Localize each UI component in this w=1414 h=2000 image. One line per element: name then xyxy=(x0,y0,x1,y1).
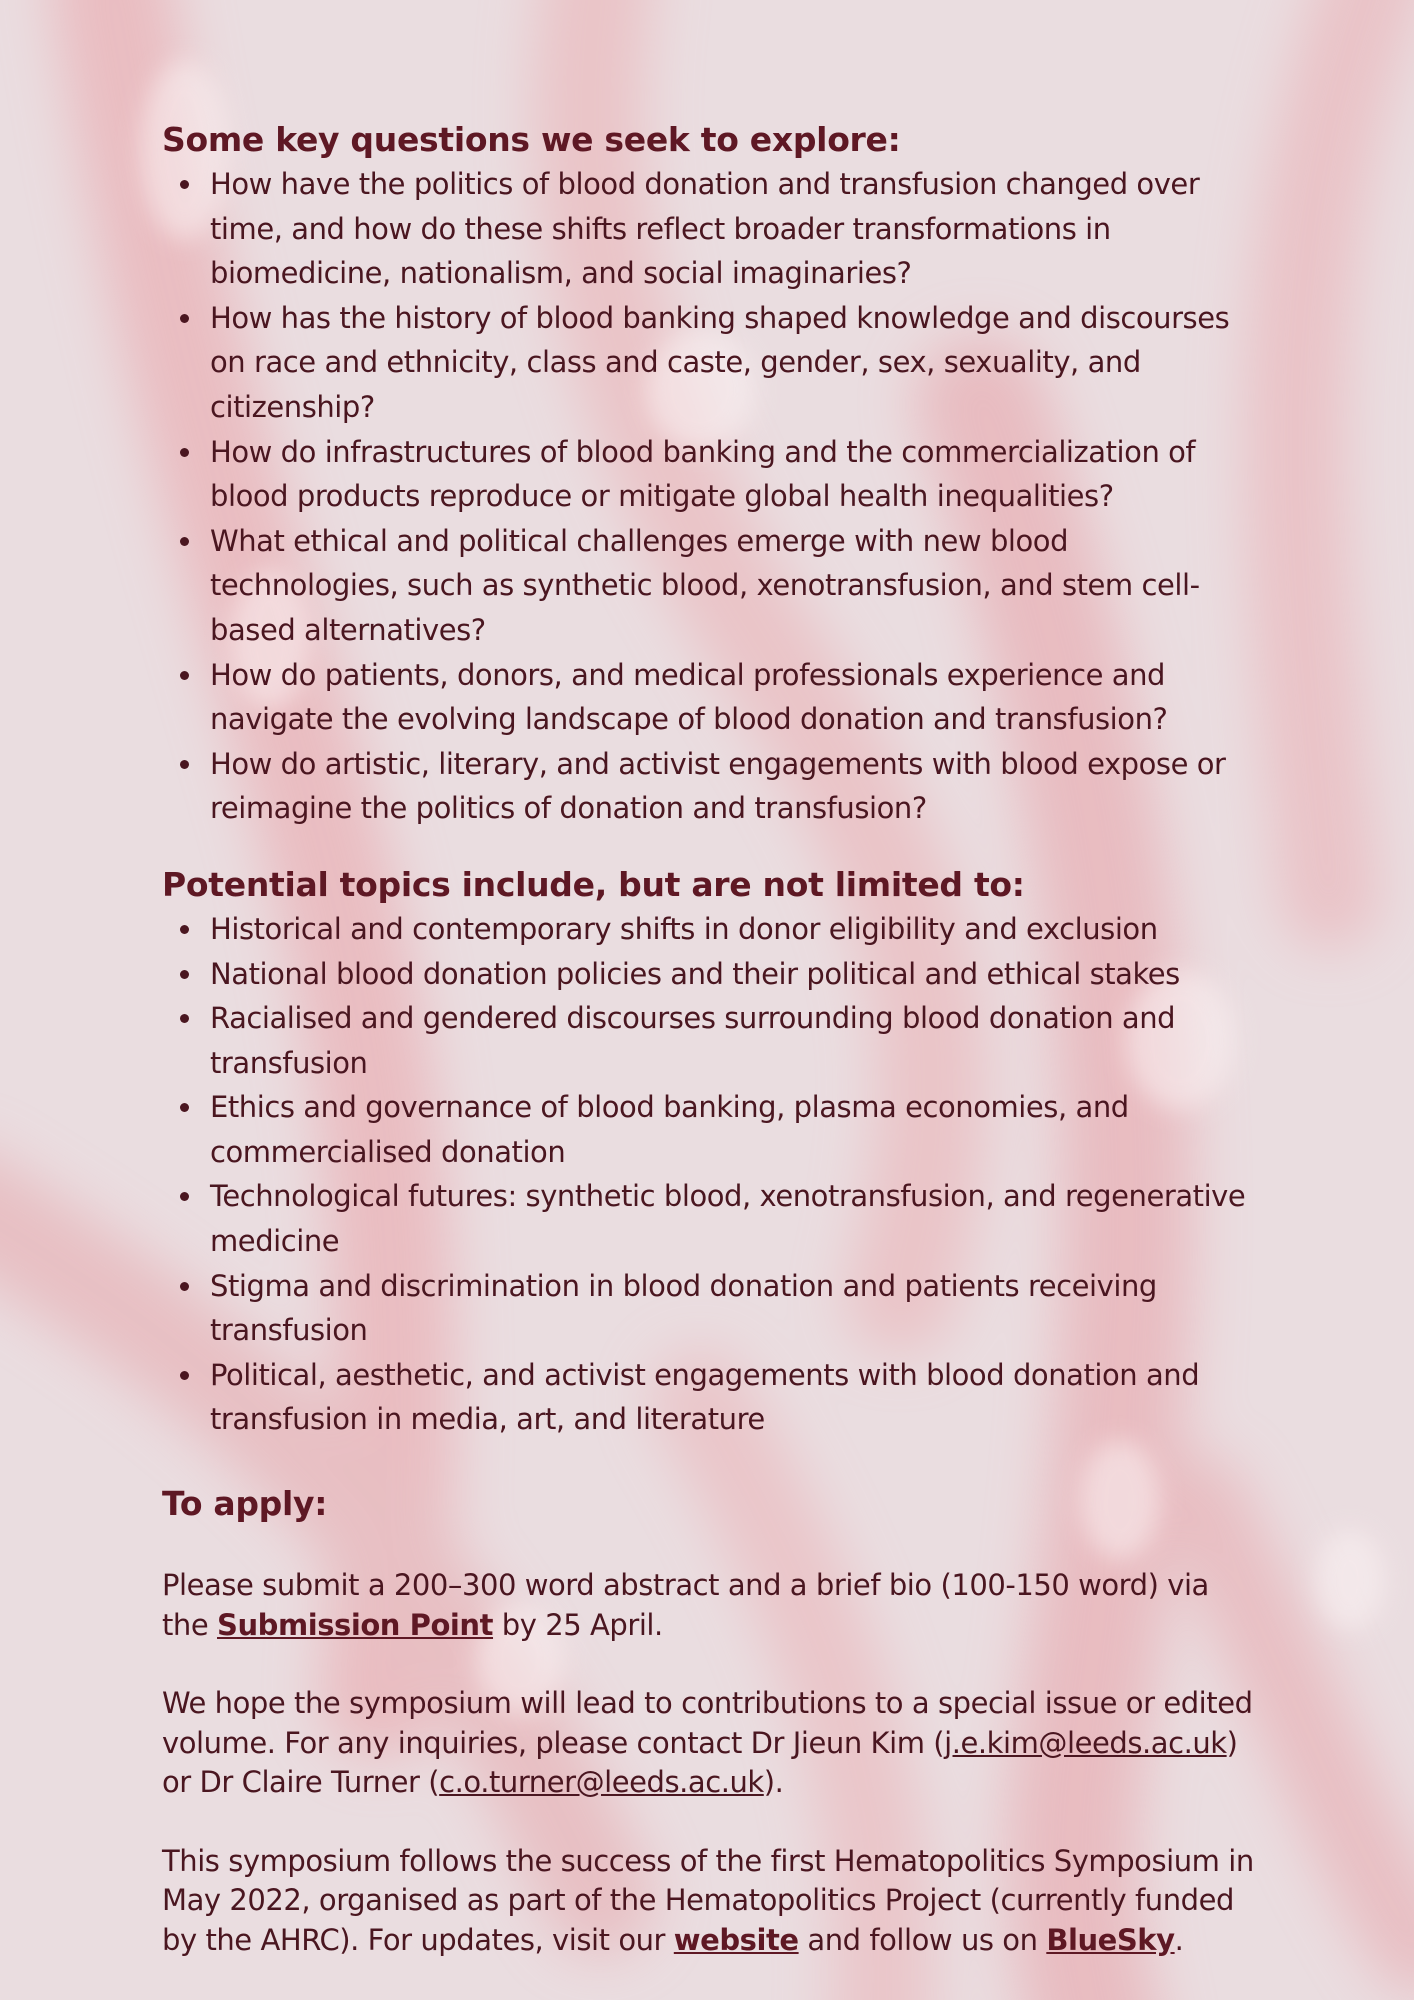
key-questions-heading: Some key questions we seek to explore: xyxy=(162,120,901,159)
bluesky-link[interactable]: BlueSky xyxy=(1046,1922,1175,1957)
symposium-paragraph: This symposium follows the success of the first Hematopolitics Symposium in May 2022, organised as part of the Hematopolitics Project (currently funded by the AHRC). For updates, visit our website and follow us on BlueSky. xyxy=(162,1843,1254,1957)
apply-heading: To apply: xyxy=(162,1484,328,1524)
submission-paragraph: Please submit a 200–300 word abstract and a brief bio (100-150 word) via the Submission Point by 25 April. xyxy=(162,1568,1209,1642)
email-link-turner[interactable]: c.o.turner@leeds.ac.uk xyxy=(439,1765,764,1800)
website-link[interactable]: website xyxy=(673,1922,799,1957)
submission-point-link[interactable]: Submission Point xyxy=(217,1607,494,1642)
topics-list xyxy=(162,907,1262,1442)
list-item: Ethics and governance of blood banking, plasma economies, and commercialised donation xyxy=(210,1085,1262,1174)
email-link-kim[interactable]: j.e.kim@leeds.ac.uk xyxy=(944,1725,1227,1760)
topics-heading: Potential topics include, but are not limited to: xyxy=(162,864,1025,904)
list-item: How have the politics of blood donation and transfusion changed over time, and how do these shifts reflect broader transformations in biomedicine, nationalism, and social imaginaries? xyxy=(210,162,1262,296)
list-item: How has the history of blood banking shaped knowledge and discourses on race and ethnicity, class and caste, gender, sex, sexuality, and citizenship? xyxy=(210,296,1262,430)
list-item: How do infrastructures of blood banking and the commercialization of blood products reproduce or mitigate global health inequalities? xyxy=(210,430,1262,519)
list-item: How do patients, donors, and medical professionals experience and navigate the evolving landscape of blood donation and transfusion? xyxy=(210,653,1262,742)
list-item: Political, aesthetic, and activist engagements with blood donation and transfusion in media, art, and literature xyxy=(210,1353,1262,1442)
list-item: Racialised and gendered discourses surrounding blood donation and transfusion xyxy=(210,996,1262,1085)
key-questions-section xyxy=(162,120,1262,831)
list-item: Historical and contemporary shifts in donor eligibility and exclusion xyxy=(210,907,1262,952)
key-questions-list xyxy=(162,162,1262,831)
topics-section xyxy=(162,865,1262,1442)
main-content xyxy=(162,120,1262,1960)
list-item: Technological futures: synthetic blood, xenotransfusion, and regenerative medicine xyxy=(210,1174,1262,1263)
apply-section xyxy=(162,1484,1262,1960)
list-item: National blood donation policies and their political and ethical stakes xyxy=(210,952,1262,997)
list-item: What ethical and political challenges emerge with new blood technologies, such as synthetic blood, xenotransfusion, and stem cell-based alternatives? xyxy=(210,519,1262,653)
list-item: How do artistic, literary, and activist engagements with blood expose or reimagine the politics of donation and transfusion? xyxy=(210,742,1262,831)
list-item: Stigma and discrimination in blood donation and patients receiving transfusion xyxy=(210,1264,1262,1353)
inquiries-paragraph: We hope the symposium will lead to contributions to a special issue or edited volume. For any inquiries, please contact Dr Jieun Kim (j.e.kim@leeds.ac.uk) or Dr Claire Turner (c.o.turner@leeds.ac.uk). xyxy=(162,1686,1253,1800)
